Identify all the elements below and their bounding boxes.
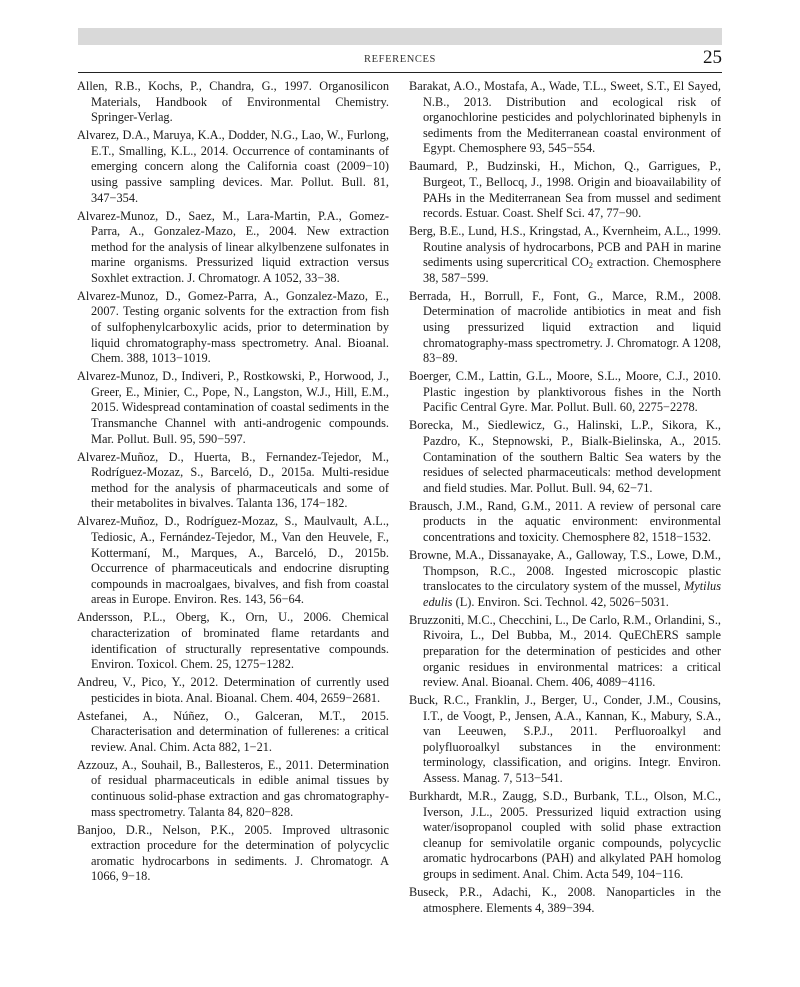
reference-entry: Boerger, C.M., Lattin, G.L., Moore, S.L., Moore, C.J., 2010. Plastic ingestion by planktivorous fishes in the North Pacific Central Gyre. Mar. Pollut. Bull. 60, 2275−2278. xyxy=(409,369,721,415)
reference-entry: Barakat, A.O., Mostafa, A., Wade, T.L., Sweet, S.T., El Sayed, N.B., 2013. Distribution and ecological risk of organochlorine pesticides and polychlorinated biphenyls in sediments from the Mediterranean coastal environment of Egypt. Chemosphere 93, 545−554. xyxy=(409,79,721,156)
reference-entry: Burkhardt, M.R., Zaugg, S.D., Burbank, T.L., Olson, M.C., Iverson, J.L., 2005. Pressurized liquid extraction using water/isopropanol coupled with solid phase extraction cleanup for semivolatile organic compounds, polycyclic aromatic hydrocarbons (PAH) and alkylated PAH homolog groups in sediment. Anal. Chim. Acta 549, 104−116. xyxy=(409,789,721,881)
right-column xyxy=(409,79,721,919)
reference-entry: Banjoo, D.R., Nelson, P.K., 2005. Improved ultrasonic extraction procedure for the determination of polycyclic aromatic hydrocarbons in sediments. J. Chromatogr. A 1066, 9−18. xyxy=(77,822,389,884)
species-name: Mytilus edulis xyxy=(423,579,721,609)
subscript-text: 2 xyxy=(588,260,594,271)
reference-entry: Berrada, H., Borrull, F., Font, G., Marce, R.M., 2008. Determination of macrolide antibiotics in meat and fish using pressurized liquid extraction and liquid chromatography-mass spectrometry. J. Chromatogr. A 1208, 83−89. xyxy=(409,288,721,366)
reference-entry: Alvarez-Muñoz, D., Rodríguez-Mozaz, S., Maulvault, A.L., Tediosic, A., Fernández-Tejedor, M., Van den Heuvele, F., Kottermaní, M., Marques, A., Barceló, D., 2015b. Occurrence of pharmaceuticals and endocrine disrupting compounds in macroalgaes, bivalves, and fish from coastal areas in Europe. Environ. Res. 143, 56−64. xyxy=(77,514,389,607)
reference-entry: Alvarez-Munoz, D., Gomez-Parra, A., Gonzalez-Mazo, E., 2007. Testing organic solvents for the extraction from fish of sulfophenylcarboxylic acids, prior to determination by liquid chromatography-mass spectrometry. Anal. Bioanal. Chem. 388, 1013−1019. xyxy=(77,288,389,366)
reference-entry xyxy=(409,224,721,286)
header-bar xyxy=(78,28,722,45)
left-column xyxy=(77,79,389,887)
reference-entry xyxy=(409,548,721,610)
reference-entry: Buseck, P.R., Adachi, K., 2008. Nanoparticles in the atmosphere. Elements 4, 389−394. xyxy=(409,884,721,915)
reference-entry: Alvarez-Munoz, D., Saez, M., Lara-Martin, P.A., Gomez-Parra, A., Gonzalez-Mazo, E., 2004. New extraction method for the analysis of linear alkylbenzene sulfonates in marine organisms. Pressurized liquid extraction versus Soxhlet extraction. J. Chromatogr. A 1052, 33−38. xyxy=(77,208,389,285)
reference-entry: Baumard, P., Budzinski, H., Michon, Q., Garrigues, P., Burgeot, T., Bellocq, J., 1998. Origin and bioavailability of PAHs in the Mediterranean Sea from mussel and sediment records. Estuar. Coast. Shelf Sci. 47, 77−90. xyxy=(409,159,721,221)
reference-entry: Astefanei, A., Núñez, O., Galceran, M.T., 2015. Characterisation and determination of fullerenes: a critical review. Anal. Chim. Acta 882, 1−21. xyxy=(77,708,389,754)
reference-text: (L). Environ. Sci. Technol. 42, 5026−5031. xyxy=(452,594,669,609)
reference-entry: Alvarez, D.A., Maruya, K.A., Dodder, N.G., Lao, W., Furlong, E.T., Smalling, K.L., 2014. Occurrence of contaminants of emerging concern along the California coast (2009−10) using passive sampling devices. Mar. Pollut. Bull. 81, 347−354. xyxy=(77,128,389,205)
reference-entry: Allen, R.B., Kochs, P., Chandra, G., 1997. Organosilicon Materials, Handbook of Environmental Chemistry. Springer-Verlag. xyxy=(77,79,389,125)
reference-text: Berg, B.E., Lund, H.S., Kringstad, A., Kvernheim, A.L., 1999. Routine analysis of hydrocarbons, PCB and PAH in marine sediments using supercritical CO xyxy=(409,224,721,270)
reference-entry: Borecka, M., Siedlewicz, G., Halinski, L.P., Sikora, K., Pazdro, K., Stepnowski, P., Bialk-Bielinska, A., 2015. Contamination of the southern Baltic Sea waters by the residues of selected pharmaceuticals: method development and field studies. Mar. Pollut. Bull. 94, 62−71. xyxy=(409,418,721,495)
reference-entry: Andersson, P.L., Oberg, K., Orn, U., 2006. Chemical characterization of brominated flame retardants and identification of structurally representative compounds. Environ. Toxicol. Chem. 25, 1275−1282. xyxy=(77,610,389,672)
reference-entry: Azzouz, A., Souhail, B., Ballesteros, E., 2011. Determination of residual pharmaceuticals in edible animal tissues by continuous solid-phase extraction and gas chromatography-mass spectrometry. Talanta 84, 820−828. xyxy=(77,757,389,819)
running-title: REFERENCES xyxy=(364,54,436,65)
page-number: 25 xyxy=(703,47,722,68)
reference-text: Browne, M.A., Dissanayake, A., Galloway, T.S., Lowe, D.M., Thompson, R.C., 2008. Ingested microscopic plastic translocates to the circulatory system of the mussel, xyxy=(409,547,721,594)
reference-text: extraction. Chemosphere 38, 587−599. xyxy=(423,255,721,285)
running-head xyxy=(78,47,722,71)
reference-entry: Alvarez-Munoz, D., Indiveri, P., Rostkowski, P., Horwood, J., Greer, E., Minier, C., Pope, N., Langston, W.J., Hill, E.M., 2015. Widespread contamination of coastal sediments in the Transmanche Channel with anti-androgenic compounds. Mar. Pollut. Bull. 95, 590−597. xyxy=(77,369,389,446)
reference-entry: Alvarez-Muñoz, D., Huerta, B., Fernandez-Tejedor, M., Rodríguez-Mozaz, S., Barceló, D., 2015a. Multi-residue method for the analysis of pharmaceuticals and some of their metabolites in bivalves. Talanta 136, 174−182. xyxy=(77,449,389,511)
reference-entry: Buck, R.C., Franklin, J., Berger, U., Conder, J.M., Cousins, I.T., de Voogt, P., Jensen, A.A., Kannan, K., Mabury, S.A., van Leeuwen, S.P.J., 2011. Perfluoroalkyl and polyfluoroalkyl substances in the environment: terminology, classification, and origins. Integr. Environ. Assess. Manag. 7, 513−541. xyxy=(409,693,721,786)
reference-entry: Bruzzoniti, M.C., Checchini, L., De Carlo, R.M., Orlandini, S., Rivoira, L., Del Bubba, M., 2014. QuEChERS sample preparation for the determination of pesticides and other organic residues in environmental matrices: a critical review. Anal. Bioanal. Chem. 406, 4089−4116. xyxy=(409,612,721,690)
reference-entry: Andreu, V., Pico, Y., 2012. Determination of currently used pesticides in biota. Anal. Bioanal. Chem. 404, 2659−2681. xyxy=(77,675,389,705)
reference-entry: Brausch, J.M., Rand, G.M., 2011. A review of personal care products in the aquatic environment: environmental concentrations and toxicity. Chemosphere 82, 1518−1532. xyxy=(409,498,721,544)
header-rule xyxy=(78,72,722,73)
